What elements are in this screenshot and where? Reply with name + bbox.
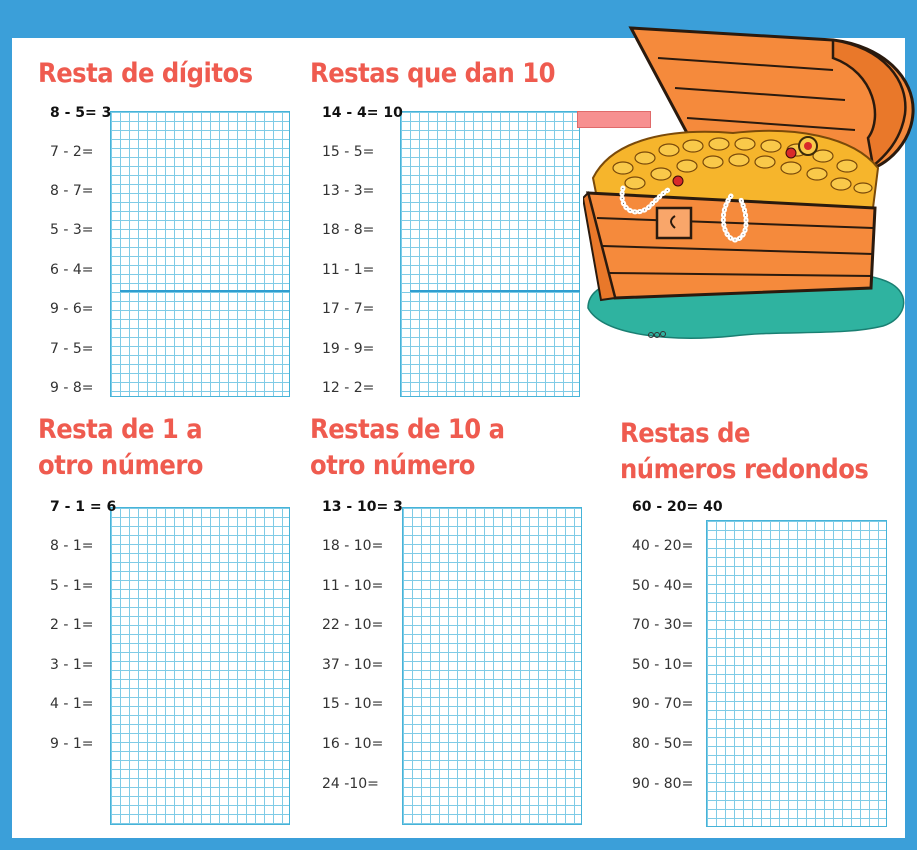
exercise-item: 9 - 1= <box>50 736 94 752</box>
answer-grid-restas-de-10[interactable] <box>402 507 582 825</box>
exercise-item: 60 - 20= 40 <box>632 499 723 515</box>
answer-grid-numeros-redondos[interactable] <box>706 520 887 827</box>
exercise-item: 16 - 10= <box>322 736 384 752</box>
section-title-resta-digitos: Resta de dígitos <box>38 58 253 89</box>
exercise-item: 18 - 8= <box>322 222 375 238</box>
exercise-item: 18 - 10= <box>322 538 384 554</box>
section-title-numeros-redondos: Restas de números redondos <box>620 418 869 485</box>
exercise-item: 13 - 3= <box>322 183 375 199</box>
grid-divider-line <box>120 290 290 292</box>
treasure-chest-icon <box>583 18 917 350</box>
exercise-item: 4 - 1= <box>50 696 94 712</box>
exercise-item: 8 - 7= <box>50 183 94 199</box>
answer-grid-resta-de-1[interactable] <box>110 507 290 825</box>
exercise-item: 50 - 40= <box>632 578 694 594</box>
exercise-item: 6 - 4= <box>50 262 94 278</box>
answer-grid-restas-dan-10[interactable] <box>400 111 580 397</box>
exercise-item: 17 - 7= <box>322 301 375 317</box>
grid-divider-line <box>410 290 580 292</box>
exercise-item: 12 - 2= <box>322 380 375 396</box>
exercise-item: 19 - 9= <box>322 341 375 357</box>
exercise-item: 80 - 50= <box>632 736 694 752</box>
exercise-item: 11 - 1= <box>322 262 375 278</box>
exercise-item: 8 - 5= 3 <box>50 105 112 121</box>
exercise-item: 37 - 10= <box>322 657 384 673</box>
exercise-item: 9 - 6= <box>50 301 94 317</box>
exercise-item: 70 - 30= <box>632 617 694 633</box>
exercise-item: 5 - 3= <box>50 222 94 238</box>
exercise-item: 7 - 2= <box>50 144 94 160</box>
exercise-item: 90 - 80= <box>632 776 694 792</box>
exercise-item: 5 - 1= <box>50 578 94 594</box>
answer-grid-resta-digitos[interactable] <box>110 111 290 397</box>
exercise-item: 8 - 1= <box>50 538 94 554</box>
exercise-item: 11 - 10= <box>322 578 384 594</box>
exercise-item: 2 - 1= <box>50 617 94 633</box>
exercise-item: 7 - 1 = 6 <box>50 499 117 515</box>
exercise-item: 90 - 70= <box>632 696 694 712</box>
exercise-item: 22 - 10= <box>322 617 384 633</box>
section-title-resta-de-1: Resta de 1 a otro número <box>38 414 203 481</box>
section-title-restas-de-10: Restas de 10 a otro número <box>310 414 505 481</box>
exercise-item: 24 -10= <box>322 776 379 792</box>
exercise-item: 40 - 20= <box>632 538 694 554</box>
exercise-item: 15 - 5= <box>322 144 375 160</box>
exercise-item: 3 - 1= <box>50 657 94 673</box>
exercise-item: 14 - 4= 10 <box>322 105 403 121</box>
section-title-restas-dan-10: Restas que dan 10 <box>310 58 556 89</box>
exercise-item: 13 - 10= 3 <box>322 499 403 515</box>
exercise-item: 50 - 10= <box>632 657 694 673</box>
exercise-item: 15 - 10= <box>322 696 384 712</box>
exercise-item: 7 - 5= <box>50 341 94 357</box>
exercise-item: 9 - 8= <box>50 380 94 396</box>
